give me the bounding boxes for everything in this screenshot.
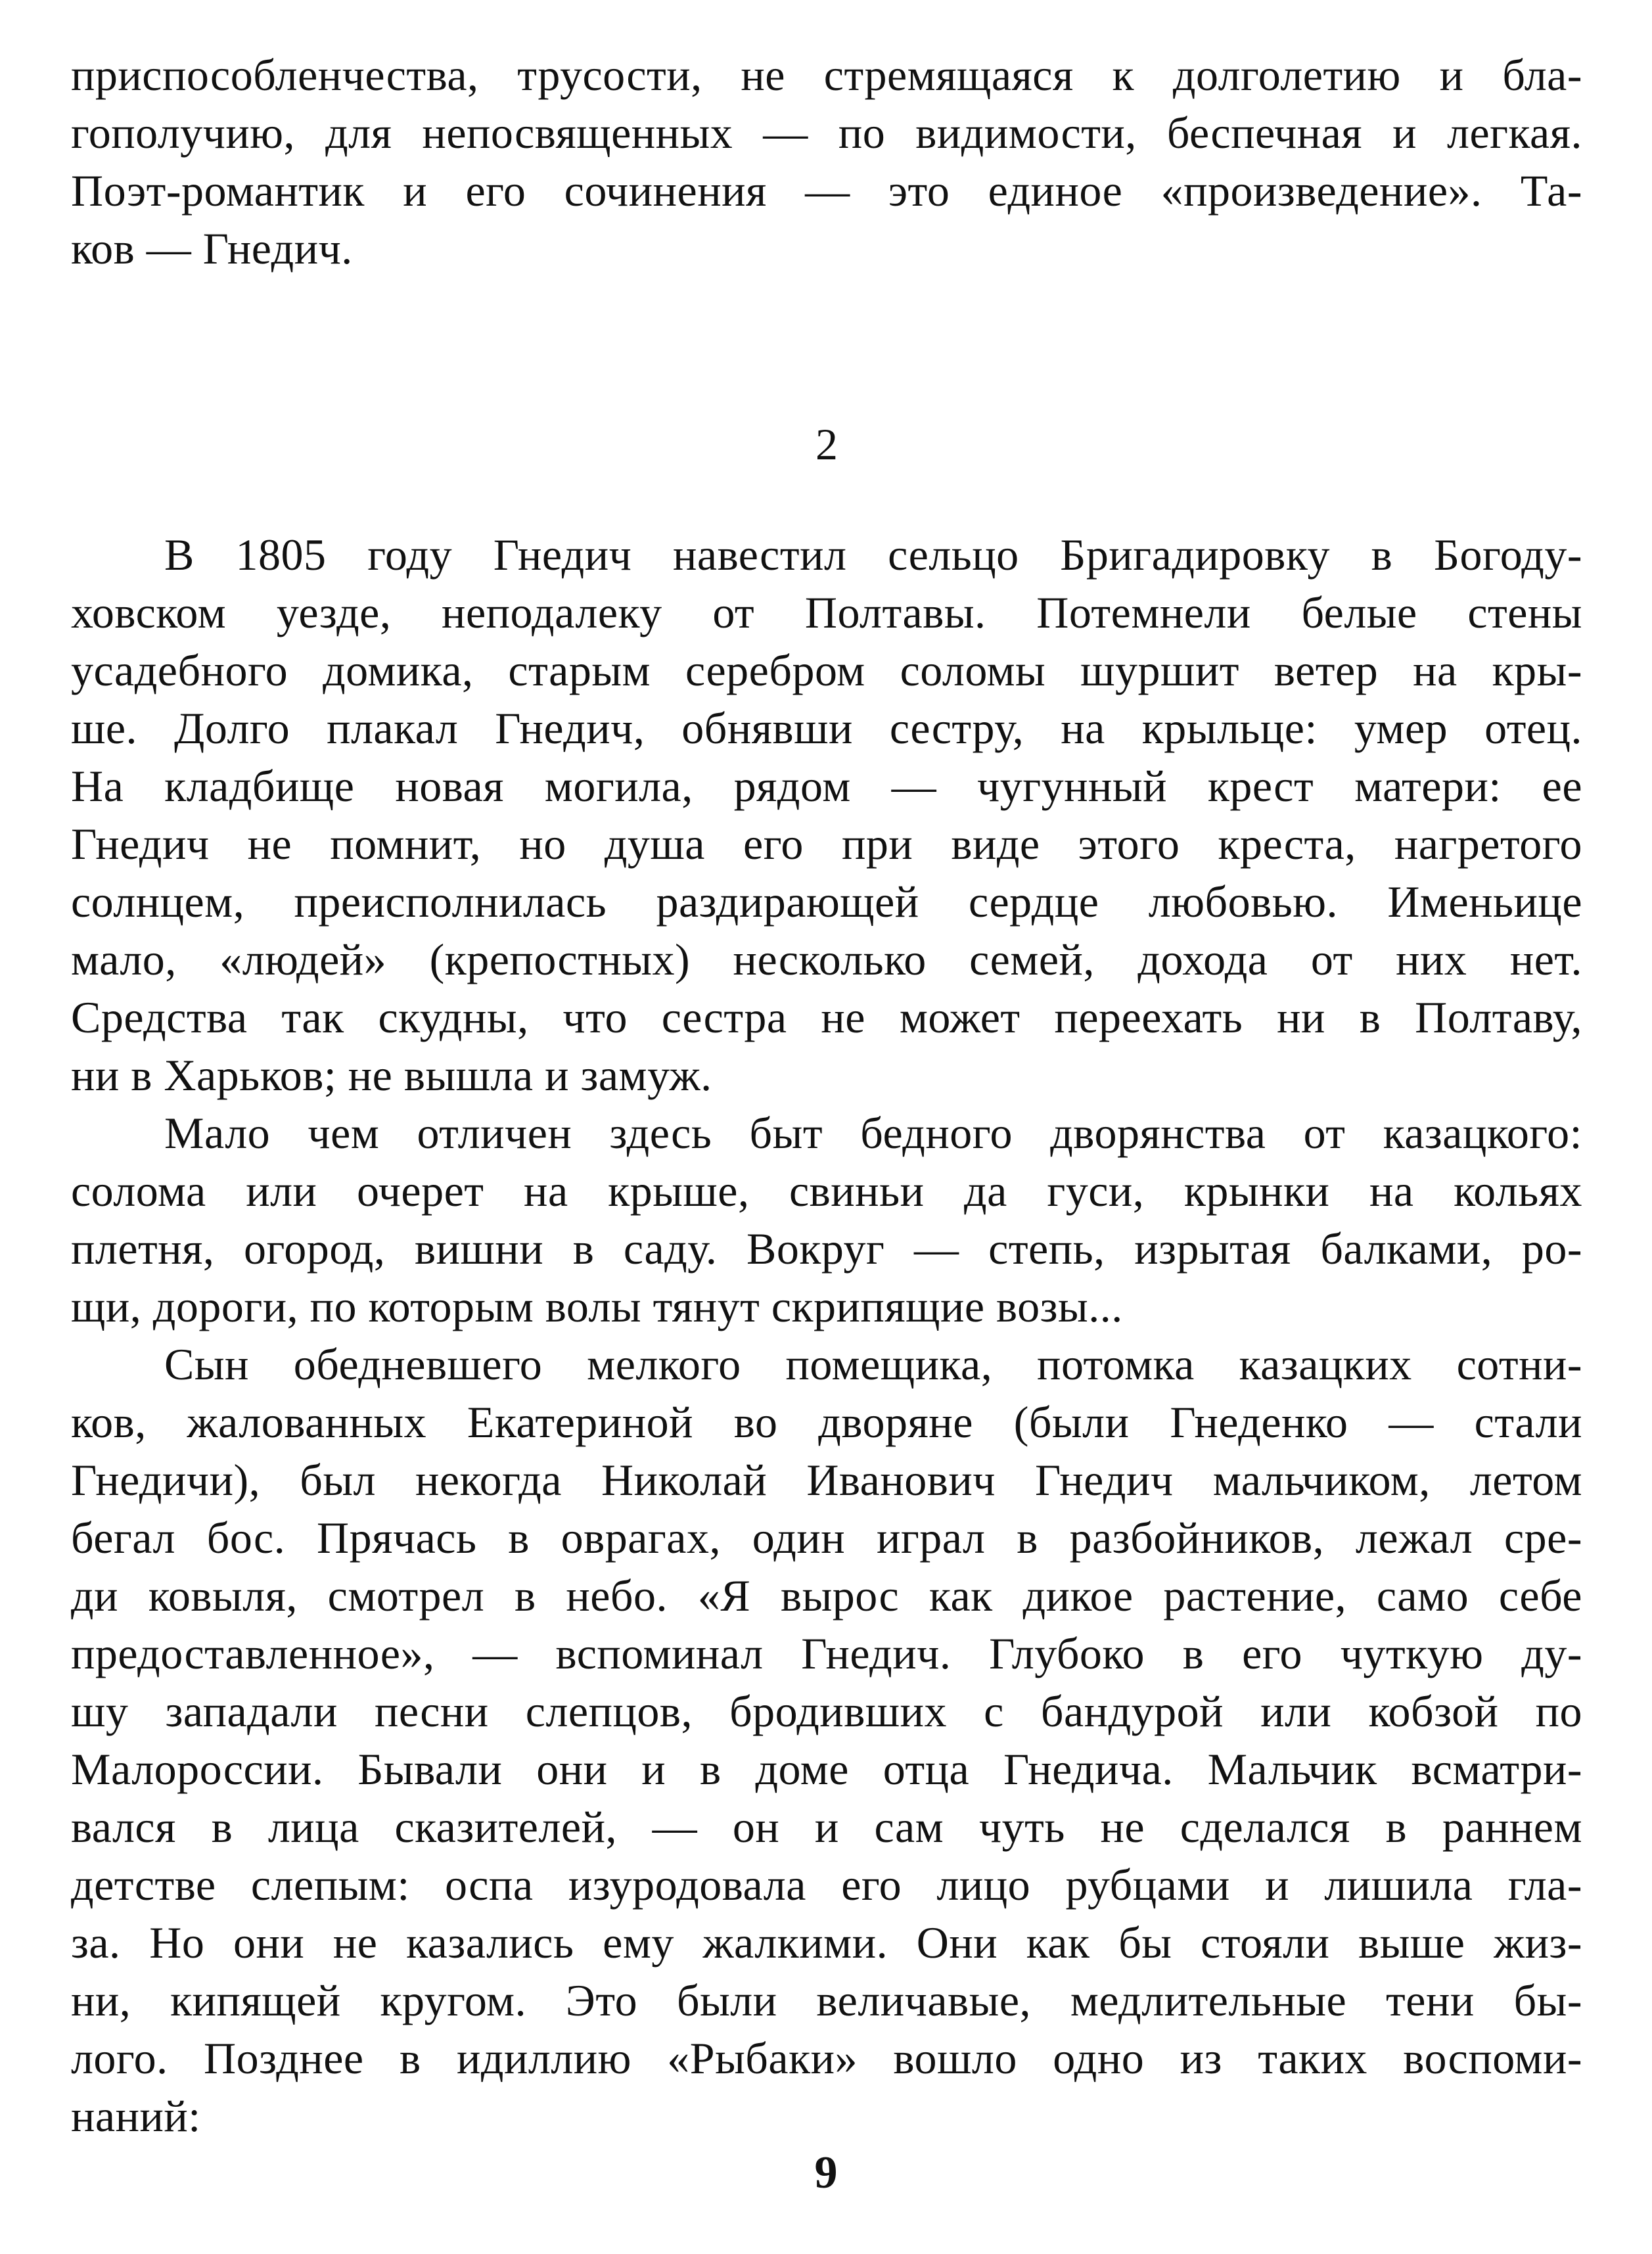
section-number: 2 (815, 419, 838, 469)
paragraph (71, 526, 1582, 1104)
text-line: мало, «людей» (крепостных) несколько семей, дохода от них нет. (71, 934, 1582, 984)
text-line: бегал бос. Прячась в оврагах, один играл в разбойников, лежал сре- (71, 1513, 1582, 1563)
text-line: детстве слепым: оспа изуродовала его лицо рубцами и лишила гла- (71, 1860, 1582, 1910)
text-line: ди ковыля, смотрел в небо. «Я вырос как дикое растение, само себе (71, 1571, 1582, 1621)
text-line: Поэт-романтик и его сочинения — это единое «произведение». Та- (71, 166, 1582, 216)
text-line: солнцем, преисполнилась раздирающей сердце любовью. Именьице (71, 877, 1582, 927)
text-line: приспособленчества, трусости, не стремящаяся к долголетию и бла- (71, 50, 1582, 100)
text-line: гополучию, для непосвященных — по видимости, беспечная и легкая. (71, 108, 1582, 158)
text-line: плетня, огород, вишни в саду. Вокруг — степь, изрытая балками, ро- (71, 1224, 1582, 1274)
text-line: ховском уезде, неподалеку от Полтавы. Потемнели белые стены (71, 587, 1582, 637)
text-line: за. Но они не казались ему жалкими. Они как бы стояли выше жиз- (71, 1918, 1582, 1967)
section-body (71, 526, 1582, 2145)
page-number: 9 (814, 2148, 838, 2198)
text-line: Средства так скудны, что сестра не может переехать ни в Полтаву, (71, 992, 1582, 1042)
text-line: Гнедич не помнит, но душа его при виде этого креста, нагретого (71, 819, 1582, 869)
text-line: лого. Позднее в идиллию «Рыбаки» вошло одно из таких воспоми- (71, 2033, 1582, 2083)
text-line: Мало чем отличен здесь быт бедного дворянства от казацкого: (164, 1108, 1582, 1158)
text-line: наний: (71, 2091, 201, 2141)
text-line: солома или очерет на крыше, свиньи да гуси, крынки на кольях (71, 1166, 1582, 1216)
text-line: ни, кипящей кругом. Это были величавые, медлительные тени бы- (71, 1975, 1582, 2025)
text-line: ков — Гнедич. (71, 223, 353, 273)
paragraph (71, 1335, 1582, 2145)
paragraph (71, 1104, 1582, 1335)
text-line: щи, дороги, по которым волы тянут скрипящие возы... (71, 1281, 1123, 1331)
text-line: ше. Долго плакал Гнедич, обнявши сестру, на крыльце: умер отец. (71, 703, 1582, 753)
text-line: На кладбище новая могила, рядом — чугунный крест матери: ее (71, 761, 1582, 811)
text-line: В 1805 году Гнедич навестил сельцо Бригадировку в Богоду- (164, 530, 1582, 580)
text-line: Сын обедневшего мелкого помещика, потомка казацких сотни- (164, 1339, 1582, 1389)
text-line: вался в лица сказителей, — он и сам чуть не сделался в раннем (71, 1802, 1582, 1852)
text-line: усадебного домика, старым серебром соломы шуршит ветер на кры- (71, 645, 1582, 695)
text-line: шу западали песни слепцов, бродивших с бандурой или кобзой по (71, 1686, 1582, 1736)
opening-paragraph (71, 46, 1582, 277)
text-line: Малороссии. Бывали они и в доме отца Гнедича. Мальчик всматри- (71, 1744, 1582, 1794)
text-line: ни в Харьков; не вышла и замуж. (71, 1050, 712, 1100)
text-line: предоставленное», — вспоминал Гнедич. Глубоко в его чуткую ду- (71, 1628, 1582, 1678)
text-line: Гнедичи), был некогда Николай Иванович Гнедич мальчиком, летом (71, 1455, 1582, 1505)
text-line: ков, жалованных Екатериной во дворяне (были Гнеденко — стали (71, 1397, 1582, 1447)
